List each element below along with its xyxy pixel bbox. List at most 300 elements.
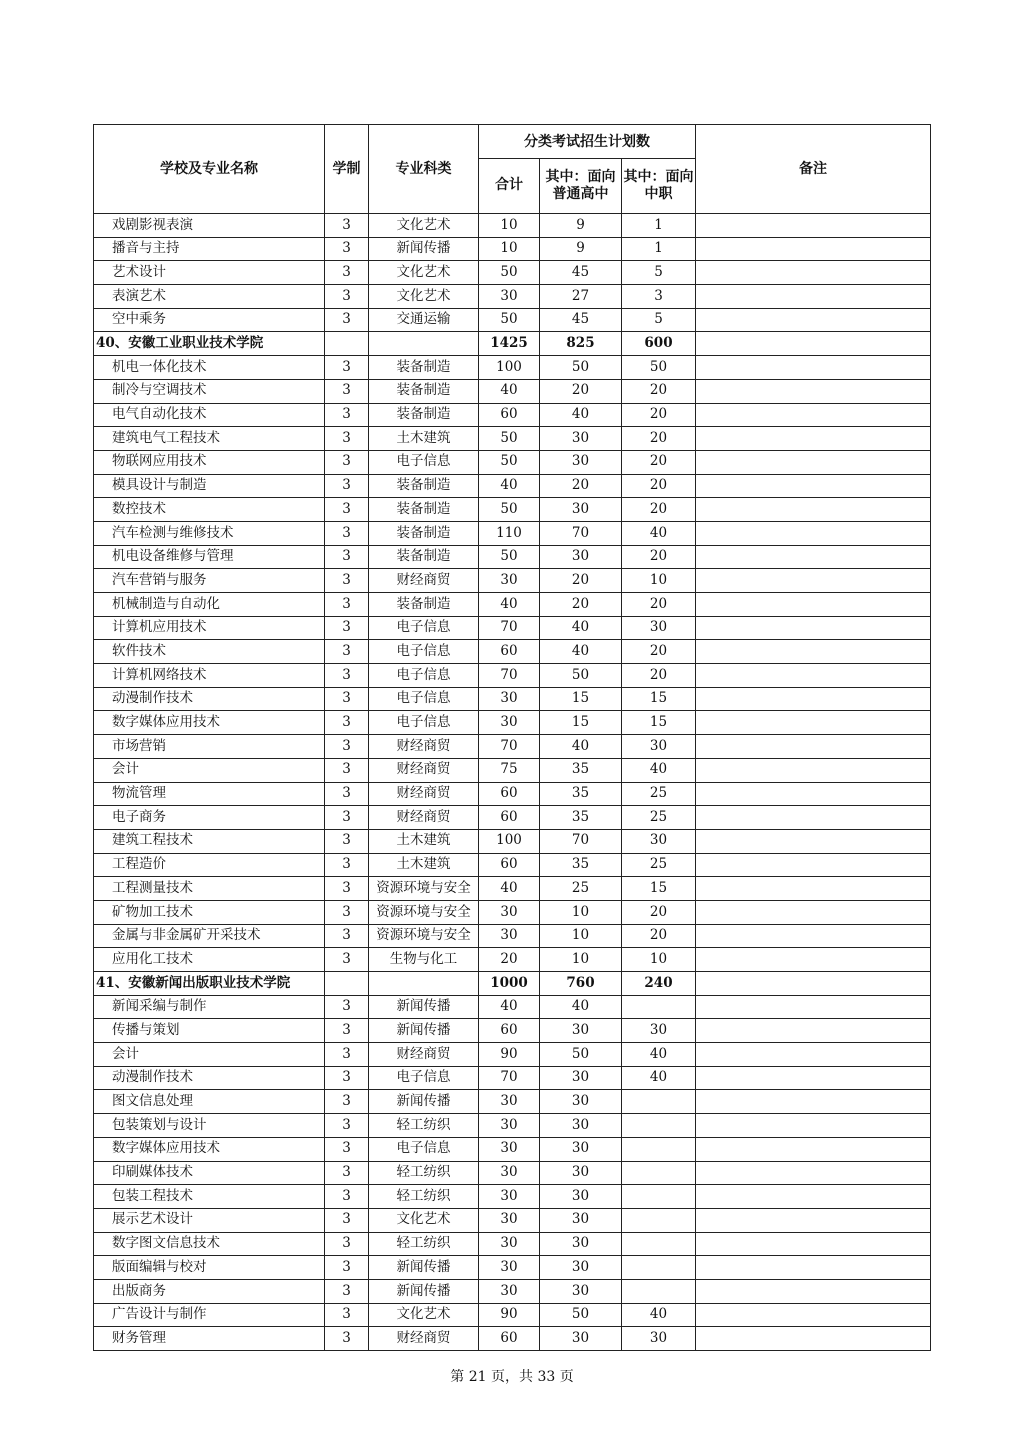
table-row (94, 711, 931, 735)
vocational-cell: 1 (622, 237, 696, 261)
total-cell: 30 (479, 1161, 540, 1185)
category-cell: 轻工纺织 (369, 1114, 479, 1138)
major-name-cell: 计算机网络技术 (94, 664, 325, 688)
general-cell: 50 (540, 1303, 622, 1327)
total-cell: 30 (479, 1114, 540, 1138)
duration-cell: 3 (325, 1019, 369, 1043)
vocational-cell: 50 (622, 356, 696, 380)
general-cell: 50 (540, 1043, 622, 1067)
table-row (94, 853, 931, 877)
total-cell: 40 (479, 995, 540, 1019)
category-cell: 电子信息 (369, 450, 479, 474)
duration-cell: 3 (325, 1066, 369, 1090)
total-cell: 30 (479, 687, 540, 711)
total-cell: 70 (479, 1066, 540, 1090)
duration-cell: 3 (325, 450, 369, 474)
general-cell: 760 (540, 972, 622, 996)
category-cell: 装备制造 (369, 356, 479, 380)
vocational-cell (622, 995, 696, 1019)
vocational-cell: 15 (622, 687, 696, 711)
major-name-cell: 工程造价 (94, 853, 325, 877)
major-name-cell: 建筑工程技术 (94, 829, 325, 853)
duration-cell: 3 (325, 1256, 369, 1280)
category-cell: 电子信息 (369, 1137, 479, 1161)
general-cell: 45 (540, 308, 622, 332)
table-row (94, 782, 931, 806)
major-name-cell: 新闻采编与制作 (94, 995, 325, 1019)
duration-cell: 3 (325, 687, 369, 711)
major-name-cell: 建筑电气工程技术 (94, 427, 325, 451)
table-row (94, 1232, 931, 1256)
duration-cell: 3 (325, 782, 369, 806)
table-row (94, 1256, 931, 1280)
total-cell: 30 (479, 1232, 540, 1256)
total-cell: 30 (479, 1137, 540, 1161)
remark-cell (696, 1303, 931, 1327)
duration-cell: 3 (325, 285, 369, 309)
major-name-cell: 制冷与空调技术 (94, 379, 325, 403)
duration-cell: 3 (325, 995, 369, 1019)
table-row (94, 498, 931, 522)
total-cell: 30 (479, 569, 540, 593)
duration-cell (325, 332, 369, 356)
table-row (94, 1066, 931, 1090)
category-cell: 电子信息 (369, 664, 479, 688)
major-name-cell: 包装工程技术 (94, 1185, 325, 1209)
header-plan: 分类考试招生计划数 (479, 125, 696, 159)
category-cell: 电子信息 (369, 711, 479, 735)
major-name-cell: 数字图文信息技术 (94, 1232, 325, 1256)
category-cell: 资源环境与安全 (369, 900, 479, 924)
table-row (94, 261, 931, 285)
major-name-cell: 包装策划与设计 (94, 1114, 325, 1138)
school-name-cell: 40、安徽工业职业技术学院 (94, 332, 325, 356)
total-cell: 40 (479, 877, 540, 901)
table-row (94, 308, 931, 332)
general-cell: 30 (540, 1327, 622, 1351)
category-cell: 财经商贸 (369, 1043, 479, 1067)
category-cell: 装备制造 (369, 593, 479, 617)
category-cell: 新闻传播 (369, 1256, 479, 1280)
total-cell: 30 (479, 711, 540, 735)
vocational-cell: 20 (622, 379, 696, 403)
vocational-cell: 1 (622, 214, 696, 238)
major-name-cell: 戏剧影视表演 (94, 214, 325, 238)
major-name-cell: 模具设计与制造 (94, 474, 325, 498)
remark-cell (696, 214, 931, 238)
general-cell: 40 (540, 735, 622, 759)
vocational-cell: 40 (622, 1066, 696, 1090)
total-cell: 60 (479, 782, 540, 806)
duration-cell: 3 (325, 877, 369, 901)
general-cell: 30 (540, 498, 622, 522)
category-cell (369, 972, 479, 996)
remark-cell (696, 1161, 931, 1185)
general-cell: 30 (540, 427, 622, 451)
duration-cell: 3 (325, 853, 369, 877)
major-name-cell: 会计 (94, 1043, 325, 1067)
vocational-cell: 3 (622, 285, 696, 309)
duration-cell: 3 (325, 308, 369, 332)
duration-cell: 3 (325, 640, 369, 664)
vocational-cell (622, 1161, 696, 1185)
duration-cell: 3 (325, 1043, 369, 1067)
table-row (94, 545, 931, 569)
duration-cell (325, 972, 369, 996)
remark-cell (696, 687, 931, 711)
category-cell: 财经商贸 (369, 569, 479, 593)
category-cell: 装备制造 (369, 545, 479, 569)
major-name-cell: 金属与非金属矿开采技术 (94, 924, 325, 948)
remark-cell (696, 924, 931, 948)
general-cell: 20 (540, 379, 622, 403)
header-general-high-school: 其中：面向普通高中 (540, 159, 622, 214)
vocational-cell (622, 1279, 696, 1303)
vocational-cell: 240 (622, 972, 696, 996)
table-row (94, 1327, 931, 1351)
general-cell: 45 (540, 261, 622, 285)
table-row (94, 877, 931, 901)
vocational-cell: 20 (622, 545, 696, 569)
remark-cell (696, 995, 931, 1019)
major-name-cell: 应用化工技术 (94, 948, 325, 972)
duration-cell: 3 (325, 1137, 369, 1161)
category-cell: 装备制造 (369, 474, 479, 498)
remark-cell (696, 261, 931, 285)
general-cell: 20 (540, 474, 622, 498)
vocational-cell: 10 (622, 569, 696, 593)
duration-cell: 3 (325, 1161, 369, 1185)
general-cell: 70 (540, 829, 622, 853)
vocational-cell: 20 (622, 403, 696, 427)
duration-cell: 3 (325, 1232, 369, 1256)
vocational-cell: 40 (622, 758, 696, 782)
total-cell: 40 (479, 379, 540, 403)
remark-cell (696, 758, 931, 782)
table-row (94, 1161, 931, 1185)
remark-cell (696, 1114, 931, 1138)
total-cell: 90 (479, 1043, 540, 1067)
remark-cell (696, 545, 931, 569)
table-row (94, 569, 931, 593)
category-cell: 文化艺术 (369, 285, 479, 309)
major-name-cell: 印刷媒体技术 (94, 1161, 325, 1185)
remark-cell (696, 664, 931, 688)
general-cell: 9 (540, 214, 622, 238)
category-cell: 财经商贸 (369, 1327, 479, 1351)
vocational-cell (622, 1185, 696, 1209)
major-name-cell: 市场营销 (94, 735, 325, 759)
general-cell: 9 (540, 237, 622, 261)
total-cell: 10 (479, 237, 540, 261)
category-cell: 轻工纺织 (369, 1232, 479, 1256)
vocational-cell: 30 (622, 829, 696, 853)
major-name-cell: 艺术设计 (94, 261, 325, 285)
major-name-cell: 汽车营销与服务 (94, 569, 325, 593)
category-cell: 装备制造 (369, 379, 479, 403)
total-cell: 60 (479, 853, 540, 877)
general-cell: 30 (540, 1256, 622, 1280)
remark-cell (696, 474, 931, 498)
vocational-cell: 20 (622, 450, 696, 474)
vocational-cell: 600 (622, 332, 696, 356)
duration-cell: 3 (325, 1303, 369, 1327)
vocational-cell: 15 (622, 711, 696, 735)
category-cell: 财经商贸 (369, 735, 479, 759)
total-cell: 60 (479, 403, 540, 427)
total-cell: 30 (479, 900, 540, 924)
vocational-cell: 30 (622, 735, 696, 759)
duration-cell: 3 (325, 806, 369, 830)
duration-cell: 3 (325, 735, 369, 759)
total-cell: 30 (479, 1090, 540, 1114)
duration-cell: 3 (325, 900, 369, 924)
major-name-cell: 展示艺术设计 (94, 1208, 325, 1232)
category-cell: 电子信息 (369, 1066, 479, 1090)
table-row (94, 924, 931, 948)
general-cell: 15 (540, 687, 622, 711)
major-name-cell: 数字媒体应用技术 (94, 711, 325, 735)
general-cell: 15 (540, 711, 622, 735)
vocational-cell: 30 (622, 616, 696, 640)
remark-cell (696, 1327, 931, 1351)
general-cell: 35 (540, 853, 622, 877)
total-cell: 30 (479, 1279, 540, 1303)
general-cell: 30 (540, 1279, 622, 1303)
general-cell: 30 (540, 450, 622, 474)
header-school-major-name: 学校及专业名称 (94, 125, 325, 214)
total-cell: 75 (479, 758, 540, 782)
remark-cell (696, 711, 931, 735)
duration-cell: 3 (325, 924, 369, 948)
remark-cell (696, 593, 931, 617)
major-name-cell: 动漫制作技术 (94, 1066, 325, 1090)
vocational-cell (622, 1256, 696, 1280)
duration-cell: 3 (325, 569, 369, 593)
table-row (94, 640, 931, 664)
remark-cell (696, 829, 931, 853)
duration-cell: 3 (325, 214, 369, 238)
duration-cell: 3 (325, 237, 369, 261)
category-cell: 电子信息 (369, 640, 479, 664)
major-name-cell: 出版商务 (94, 1279, 325, 1303)
remark-cell (696, 1256, 931, 1280)
table-row (94, 1090, 931, 1114)
general-cell: 35 (540, 806, 622, 830)
vocational-cell (622, 1114, 696, 1138)
remark-cell (696, 1066, 931, 1090)
table-row (94, 735, 931, 759)
duration-cell: 3 (325, 521, 369, 545)
vocational-cell: 20 (622, 474, 696, 498)
remark-cell (696, 782, 931, 806)
general-cell: 40 (540, 616, 622, 640)
vocational-cell (622, 1137, 696, 1161)
category-cell: 轻工纺织 (369, 1161, 479, 1185)
major-name-cell: 电子商务 (94, 806, 325, 830)
total-cell: 30 (479, 924, 540, 948)
remark-cell (696, 877, 931, 901)
major-name-cell: 物流管理 (94, 782, 325, 806)
remark-cell (696, 1043, 931, 1067)
remark-cell (696, 1090, 931, 1114)
major-name-cell: 机械制造与自动化 (94, 593, 325, 617)
total-cell: 1425 (479, 332, 540, 356)
table-row (94, 687, 931, 711)
table-row (94, 1137, 931, 1161)
remark-cell (696, 1137, 931, 1161)
table-row (94, 948, 931, 972)
category-cell: 新闻传播 (369, 237, 479, 261)
duration-cell: 3 (325, 427, 369, 451)
table-row (94, 1303, 931, 1327)
total-cell: 60 (479, 1019, 540, 1043)
vocational-cell: 5 (622, 261, 696, 285)
duration-cell: 3 (325, 1114, 369, 1138)
major-name-cell: 版面编辑与校对 (94, 1256, 325, 1280)
duration-cell: 3 (325, 1208, 369, 1232)
total-cell: 60 (479, 806, 540, 830)
header-duration: 学制 (325, 125, 369, 214)
total-cell: 50 (479, 545, 540, 569)
category-cell: 交通运输 (369, 308, 479, 332)
general-cell: 20 (540, 593, 622, 617)
vocational-cell: 30 (622, 1327, 696, 1351)
general-cell: 30 (540, 1019, 622, 1043)
general-cell: 10 (540, 900, 622, 924)
total-cell: 50 (479, 427, 540, 451)
category-cell (369, 332, 479, 356)
category-cell: 土木建筑 (369, 427, 479, 451)
header-total: 合计 (479, 159, 540, 214)
vocational-cell: 25 (622, 782, 696, 806)
general-cell: 10 (540, 924, 622, 948)
general-cell: 30 (540, 1232, 622, 1256)
duration-cell: 3 (325, 474, 369, 498)
remark-cell (696, 356, 931, 380)
general-cell: 10 (540, 948, 622, 972)
category-cell: 文化艺术 (369, 1303, 479, 1327)
category-cell: 文化艺术 (369, 214, 479, 238)
general-cell: 40 (540, 640, 622, 664)
remark-cell (696, 308, 931, 332)
table-body (94, 214, 931, 1351)
vocational-cell: 10 (622, 948, 696, 972)
total-cell: 100 (479, 829, 540, 853)
general-cell: 50 (540, 356, 622, 380)
duration-cell: 3 (325, 1090, 369, 1114)
total-cell: 20 (479, 948, 540, 972)
total-cell: 30 (479, 285, 540, 309)
duration-cell: 3 (325, 1185, 369, 1209)
category-cell: 财经商贸 (369, 782, 479, 806)
table-row (94, 1043, 931, 1067)
major-name-cell: 数字媒体应用技术 (94, 1137, 325, 1161)
vocational-cell: 20 (622, 640, 696, 664)
remark-cell (696, 237, 931, 261)
vocational-cell: 5 (622, 308, 696, 332)
general-cell: 30 (540, 545, 622, 569)
remark-cell (696, 948, 931, 972)
total-cell: 50 (479, 308, 540, 332)
table-row (94, 403, 931, 427)
remark-cell (696, 1208, 931, 1232)
category-cell: 电子信息 (369, 687, 479, 711)
table-row (94, 450, 931, 474)
category-cell: 文化艺术 (369, 261, 479, 285)
vocational-cell (622, 1208, 696, 1232)
duration-cell: 3 (325, 545, 369, 569)
vocational-cell: 25 (622, 806, 696, 830)
major-name-cell: 电气自动化技术 (94, 403, 325, 427)
table-row (94, 1114, 931, 1138)
vocational-cell: 40 (622, 521, 696, 545)
category-cell: 新闻传播 (369, 1019, 479, 1043)
total-cell: 30 (479, 1185, 540, 1209)
general-cell: 30 (540, 1185, 622, 1209)
total-cell: 30 (479, 1208, 540, 1232)
category-cell: 资源环境与安全 (369, 877, 479, 901)
enrollment-plan-table (93, 124, 931, 1351)
general-cell: 30 (540, 1066, 622, 1090)
major-name-cell: 表演艺术 (94, 285, 325, 309)
table-row (94, 758, 931, 782)
page-footer: 第 21 页，共 33 页 (450, 1369, 574, 1385)
total-cell: 70 (479, 616, 540, 640)
duration-cell: 3 (325, 403, 369, 427)
table-row (94, 379, 931, 403)
remark-cell (696, 900, 931, 924)
major-name-cell: 财务管理 (94, 1327, 325, 1351)
remark-cell (696, 285, 931, 309)
duration-cell: 3 (325, 379, 369, 403)
general-cell: 50 (540, 664, 622, 688)
vocational-cell (622, 1232, 696, 1256)
major-name-cell: 物联网应用技术 (94, 450, 325, 474)
table-row (94, 237, 931, 261)
major-name-cell: 动漫制作技术 (94, 687, 325, 711)
duration-cell: 3 (325, 498, 369, 522)
major-name-cell: 计算机应用技术 (94, 616, 325, 640)
general-cell: 30 (540, 1090, 622, 1114)
table-row (94, 1019, 931, 1043)
table-row (94, 356, 931, 380)
remark-cell (696, 521, 931, 545)
major-name-cell: 工程测量技术 (94, 877, 325, 901)
remark-cell (696, 1185, 931, 1209)
duration-cell: 3 (325, 593, 369, 617)
general-cell: 70 (540, 521, 622, 545)
general-cell: 30 (540, 1161, 622, 1185)
major-name-cell: 会计 (94, 758, 325, 782)
remark-cell (696, 427, 931, 451)
major-name-cell: 机电设备维修与管理 (94, 545, 325, 569)
major-name-cell: 传播与策划 (94, 1019, 325, 1043)
table-row (94, 521, 931, 545)
duration-cell: 3 (325, 948, 369, 972)
remark-cell (696, 450, 931, 474)
major-name-cell: 矿物加工技术 (94, 900, 325, 924)
total-cell: 70 (479, 664, 540, 688)
category-cell: 文化艺术 (369, 1208, 479, 1232)
vocational-cell: 20 (622, 593, 696, 617)
table-row (94, 285, 931, 309)
general-cell: 35 (540, 782, 622, 806)
category-cell: 电子信息 (369, 616, 479, 640)
total-cell: 60 (479, 1327, 540, 1351)
category-cell: 新闻传播 (369, 995, 479, 1019)
total-cell: 60 (479, 640, 540, 664)
